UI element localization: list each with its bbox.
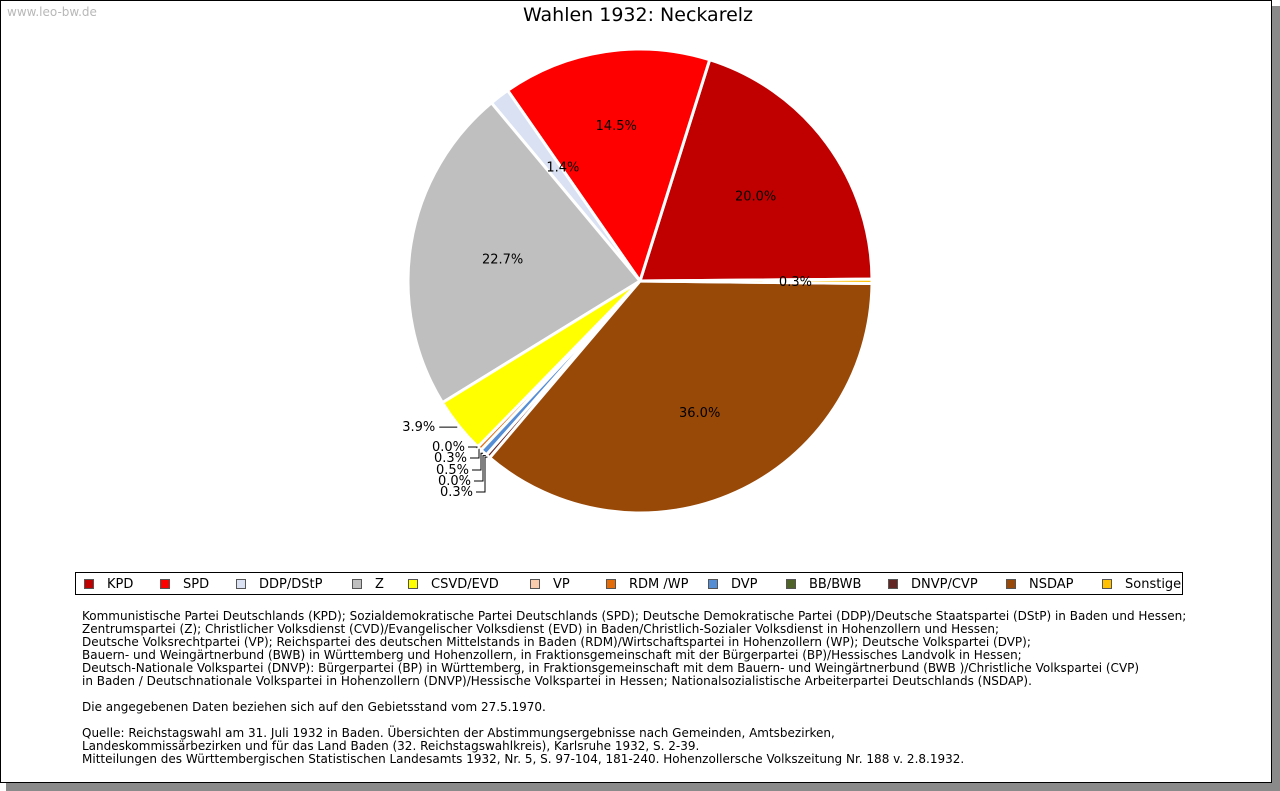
legend [75, 572, 1183, 595]
legend-swatch [236, 579, 246, 589]
legend-swatch [1102, 579, 1112, 589]
legend-label: NSDAP [1029, 576, 1074, 592]
slice-label: 0.3% [433, 451, 467, 466]
legend-swatch [606, 579, 616, 589]
notes-line: Zentrumspartei (Z); Christlicher Volksdienst (CVD)/Evangelischer Volksdienst (EVD) in Baden/Christlich-Sozialer Volksdienst in Hohenzollern und Hessen; [82, 622, 1000, 636]
source-line: Mitteilungen des Württembergischen Statistischen Landesamts 1932, Nr. 5, S. 97-104, 181-240. Hohenzollersche Volkszeitung Nr. 188 v. 2.8.1932. [82, 752, 965, 766]
legend-item [160, 576, 209, 592]
legend-item [708, 576, 758, 592]
slice-label: 0.3% [778, 275, 812, 291]
slice-label: 36.0% [679, 405, 721, 421]
chart-title: Wahlen 1932: Neckarelz [522, 4, 754, 26]
slice-label: 20.0% [734, 189, 777, 205]
legend-label: RDM /WP [629, 576, 689, 592]
legend-item [786, 576, 861, 592]
notes-line: Deutsch-Nationale Volkspartei (DNVP): Bürgerpartei (BP) in Württemberg, in Fraktionsgemeinschaft mit dem Bauern- und Weingärtnerbund (BWB )/Christliche Volkspartei (CVP) [82, 661, 1140, 675]
legend-label: BB/BWB [809, 576, 862, 592]
slice-label: 22.7% [481, 252, 524, 268]
legend-swatch [708, 579, 718, 589]
leader-line [468, 447, 477, 448]
slice-label: 0.3% [439, 485, 473, 500]
frame-shadow-bottom [6, 783, 1280, 791]
slice-label: 0.5% [435, 463, 469, 478]
legend-item [236, 576, 322, 592]
legend-swatch [888, 579, 898, 589]
legend-label: Sonstige [1125, 576, 1182, 592]
slice-label: 0.0% [431, 440, 465, 455]
legend-swatch [84, 579, 94, 589]
legend-swatch [160, 579, 170, 589]
leader-line [472, 453, 483, 470]
source-line: Landeskommissärbezirken und für das Land Baden (32. Reichstagswahlkreis), Karlsruhe 1932, S. 2-39. [82, 739, 700, 753]
legend-label: KPD [107, 576, 134, 592]
leader-line [470, 449, 479, 458]
legend-swatch [1006, 579, 1016, 589]
notes-line: Bauern- und Weingärtnerbund (BWB) in Württemberg und Hohenzollern, in Fraktionsgemeinschaft mit der Bürgerpartei (BP)/Hessisches Landvolk in Hessen; [82, 648, 1022, 662]
legend-label: CSVD/EVD [431, 576, 499, 592]
legend-item [530, 576, 570, 592]
legend-swatch [530, 579, 540, 589]
leader-line [476, 457, 487, 492]
notes-line: Deutsche Volksrechtpartei (VP); Reichspartei des deutschen Mittelstands in Baden (RDM)/Wirtschaftspartei in Hohenzollern (WP); Deutsche Volkspartei (DVP); [82, 635, 1031, 649]
watermark: www.leo-bw.de [7, 5, 97, 19]
leader-line [474, 456, 486, 481]
notes-line: in Baden / Deutschnationale Volkspartei in Hohenzollern (DNVP)/Hessische Volkspartei in Hessen; Nationalsozialistische Arbeiterpartei Deutschlands (NSDAP). [82, 674, 1032, 688]
legend-label: SPD [183, 576, 210, 592]
legend-label: DVP [731, 576, 758, 592]
notes-line: Kommunistische Partei Deutschlands (KPD); Sozialdemokratische Partei Deutschlands (SPD); Deutsche Demokratische Partei (DDP)/Deutsche Staatspartei (DStP) in Baden und Hessen; [82, 609, 1187, 623]
slice-label: 14.5% [595, 119, 637, 135]
legend-label: DDP/DStP [259, 576, 323, 592]
stand-note: Die angegebenen Daten beziehen sich auf den Gebietsstand vom 27.5.1970. [82, 700, 546, 714]
slice-label: 1.4% [546, 160, 580, 176]
legend-swatch [786, 579, 796, 589]
legend-label: DNVP/CVP [911, 576, 978, 592]
slice-label: 0.0% [437, 474, 471, 489]
legend-item [84, 576, 133, 592]
legend-item [888, 576, 978, 592]
legend-label: Z [375, 576, 384, 592]
source-line: Quelle: Reichstagswahl am 31. Juli 1932 in Baden. Übersichten der Abstimmungsergebnisse nach Gemeinden, Amtsbezirken, [82, 726, 835, 740]
legend-item [606, 576, 688, 592]
slice-label: 3.9% [402, 420, 436, 436]
legend-item [1006, 576, 1074, 592]
legend-item [408, 576, 499, 592]
legend-swatch [352, 579, 362, 589]
legend-item [352, 576, 384, 592]
legend-label: VP [553, 576, 570, 592]
legend-item [1102, 576, 1181, 592]
legend-swatch [408, 579, 418, 589]
notes [82, 610, 1262, 766]
